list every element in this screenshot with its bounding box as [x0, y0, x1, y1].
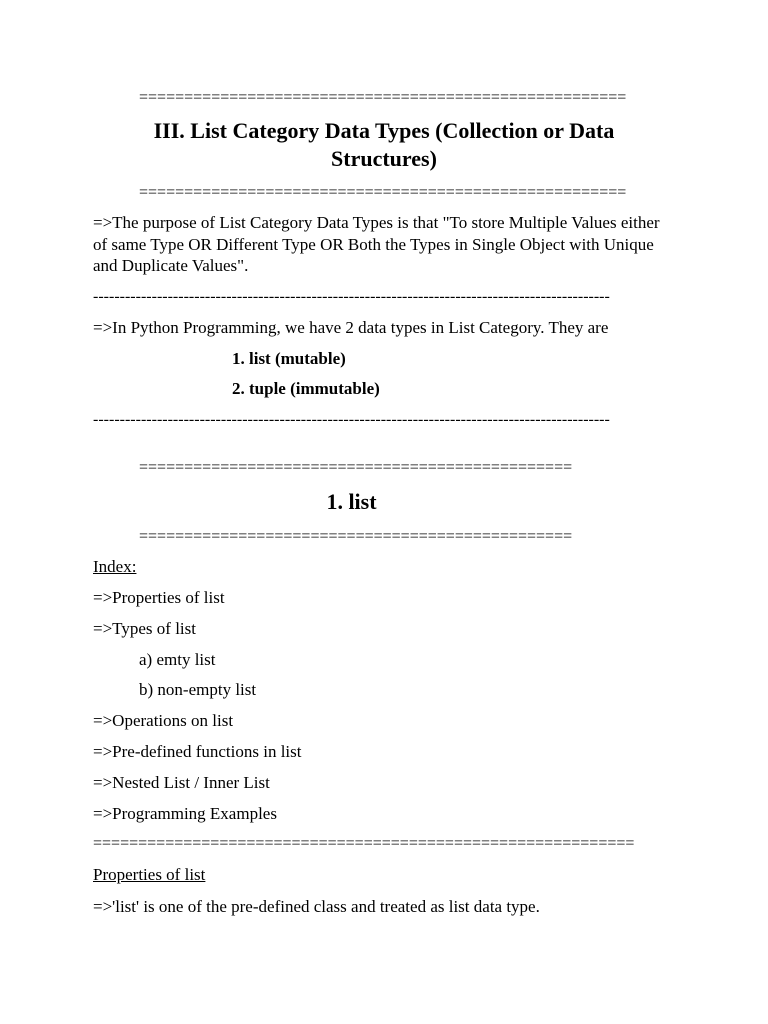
index-item: =>Operations on list	[93, 711, 234, 730]
index-item: =>Programming Examples	[93, 804, 277, 823]
page-title: III. List Category Data Types (Collection or Data Structures)	[153, 118, 615, 171]
separator-equals-full: ============================================================	[93, 835, 635, 852]
index-heading: Index:	[93, 557, 137, 576]
index-subitem: b) non-empty list	[139, 680, 257, 699]
separator-equals-below-title: ======================================================	[139, 184, 627, 201]
properties-first-point: =>'list' is one of the pre-defined class and treated as list data type.	[93, 897, 540, 916]
list-category-intro: =>In Python Programming, we have 2 data types in List Category. They are	[93, 318, 609, 337]
index-item: =>Nested List / Inner List	[93, 773, 270, 792]
properties-heading: Properties of list	[93, 865, 206, 884]
index-item: =>Properties of list	[93, 588, 225, 607]
separator-equals-top: ======================================================	[139, 89, 627, 106]
separator-equals-section-bottom: ================================================	[139, 528, 573, 545]
list-type-item: 2. tuple (immutable)	[232, 379, 380, 398]
separator-equals-section-top: ================================================	[139, 459, 573, 476]
section-title: 1. list	[326, 489, 377, 514]
index-item: =>Types of list	[93, 619, 196, 638]
purpose-paragraph: =>The purpose of List Category Data Types is that "To store Multiple Values either of same Type OR Different Type OR Both the Types in Single Object with Unique and Duplicate Values".	[93, 213, 660, 275]
index-subitem: a) emty list	[139, 650, 216, 669]
separator-dashes-2: -------------------------------------------------------------------------------------------------	[93, 411, 610, 428]
index-item: =>Pre-defined functions in list	[93, 742, 302, 761]
separator-dashes-1: -------------------------------------------------------------------------------------------------	[93, 288, 610, 305]
list-type-item: 1. list (mutable)	[232, 349, 346, 368]
